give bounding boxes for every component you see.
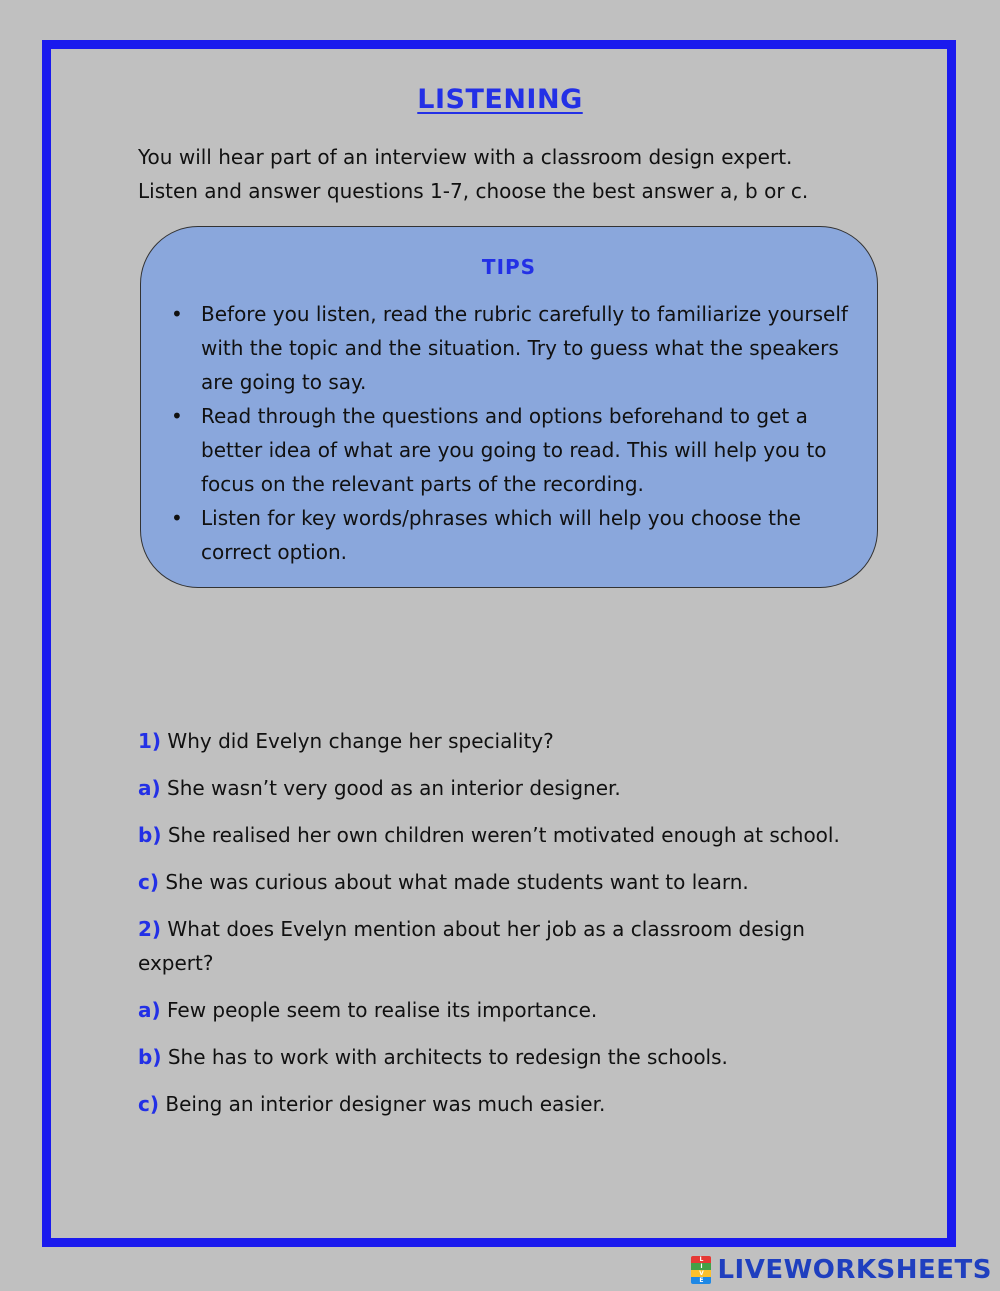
question-2 [138, 912, 838, 980]
tips-box [140, 226, 878, 588]
instruction-line: You will hear part of an interview with a classroom design expert. [138, 145, 793, 169]
tip-item [171, 501, 851, 569]
option-label: a) [138, 776, 161, 800]
option-1c[interactable] [138, 865, 898, 899]
option-label: b) [138, 1045, 162, 1069]
option-text: She has to work with architects to redesign the schools. [167, 1045, 728, 1069]
tip-item [171, 399, 851, 501]
questions-section [138, 724, 898, 1134]
option-text: Few people seem to realise its importance. [167, 998, 598, 1022]
bullet-icon: • [171, 506, 183, 530]
option-2c[interactable] [138, 1087, 898, 1121]
question-text: Why did Evelyn change her speciality? [167, 729, 554, 753]
option-text: She wasn’t very good as an interior designer. [167, 776, 621, 800]
option-2a[interactable] [138, 993, 898, 1027]
page-title: LISTENING [417, 84, 583, 115]
instruction-line: Listen and answer questions 1-7, choose the best answer a, b or c. [138, 179, 809, 203]
logo-text: LIVEWORKSHEETS [717, 1255, 992, 1285]
bullet-icon: • [171, 302, 183, 326]
tip-text: Before you listen, read the rubric carefully to familiarize yourself with the topic and the situation. Try to guess what the speakers are going to say. [201, 302, 848, 394]
liveworksheets-logo[interactable] [691, 1255, 992, 1285]
badge-letter: V [691, 1270, 711, 1277]
logo-badge-icon [691, 1256, 711, 1284]
question-text: What does Evelyn mention about her job as a classroom design expert? [138, 917, 805, 975]
option-2b[interactable] [138, 1040, 898, 1074]
instructions [138, 140, 878, 208]
option-1b[interactable] [138, 818, 898, 852]
tip-item [171, 297, 851, 399]
tip-text: Read through the questions and options beforehand to get a better idea of what are you going to read. This will help you to focus on the relevant parts of the recording. [201, 404, 827, 496]
badge-letter: I [691, 1263, 711, 1270]
question-number: 2) [138, 917, 162, 941]
badge-letter: E [691, 1277, 711, 1284]
bullet-icon: • [171, 404, 183, 428]
tips-list [171, 297, 851, 569]
badge-letter: L [691, 1256, 711, 1263]
option-label: b) [138, 823, 162, 847]
option-1a[interactable] [138, 771, 898, 805]
option-text: Being an interior designer was much easier. [165, 1092, 606, 1116]
option-text: She realised her own children weren’t motivated enough at school. [167, 823, 840, 847]
option-label: a) [138, 998, 161, 1022]
tip-text: Listen for key words/phrases which will help you choose the correct option. [201, 506, 801, 564]
option-label: c) [138, 1092, 159, 1116]
option-text: She was curious about what made students want to learn. [165, 870, 749, 894]
tips-title: TIPS [481, 255, 537, 279]
question-1 [138, 724, 898, 758]
question-number: 1) [138, 729, 162, 753]
option-label: c) [138, 870, 159, 894]
